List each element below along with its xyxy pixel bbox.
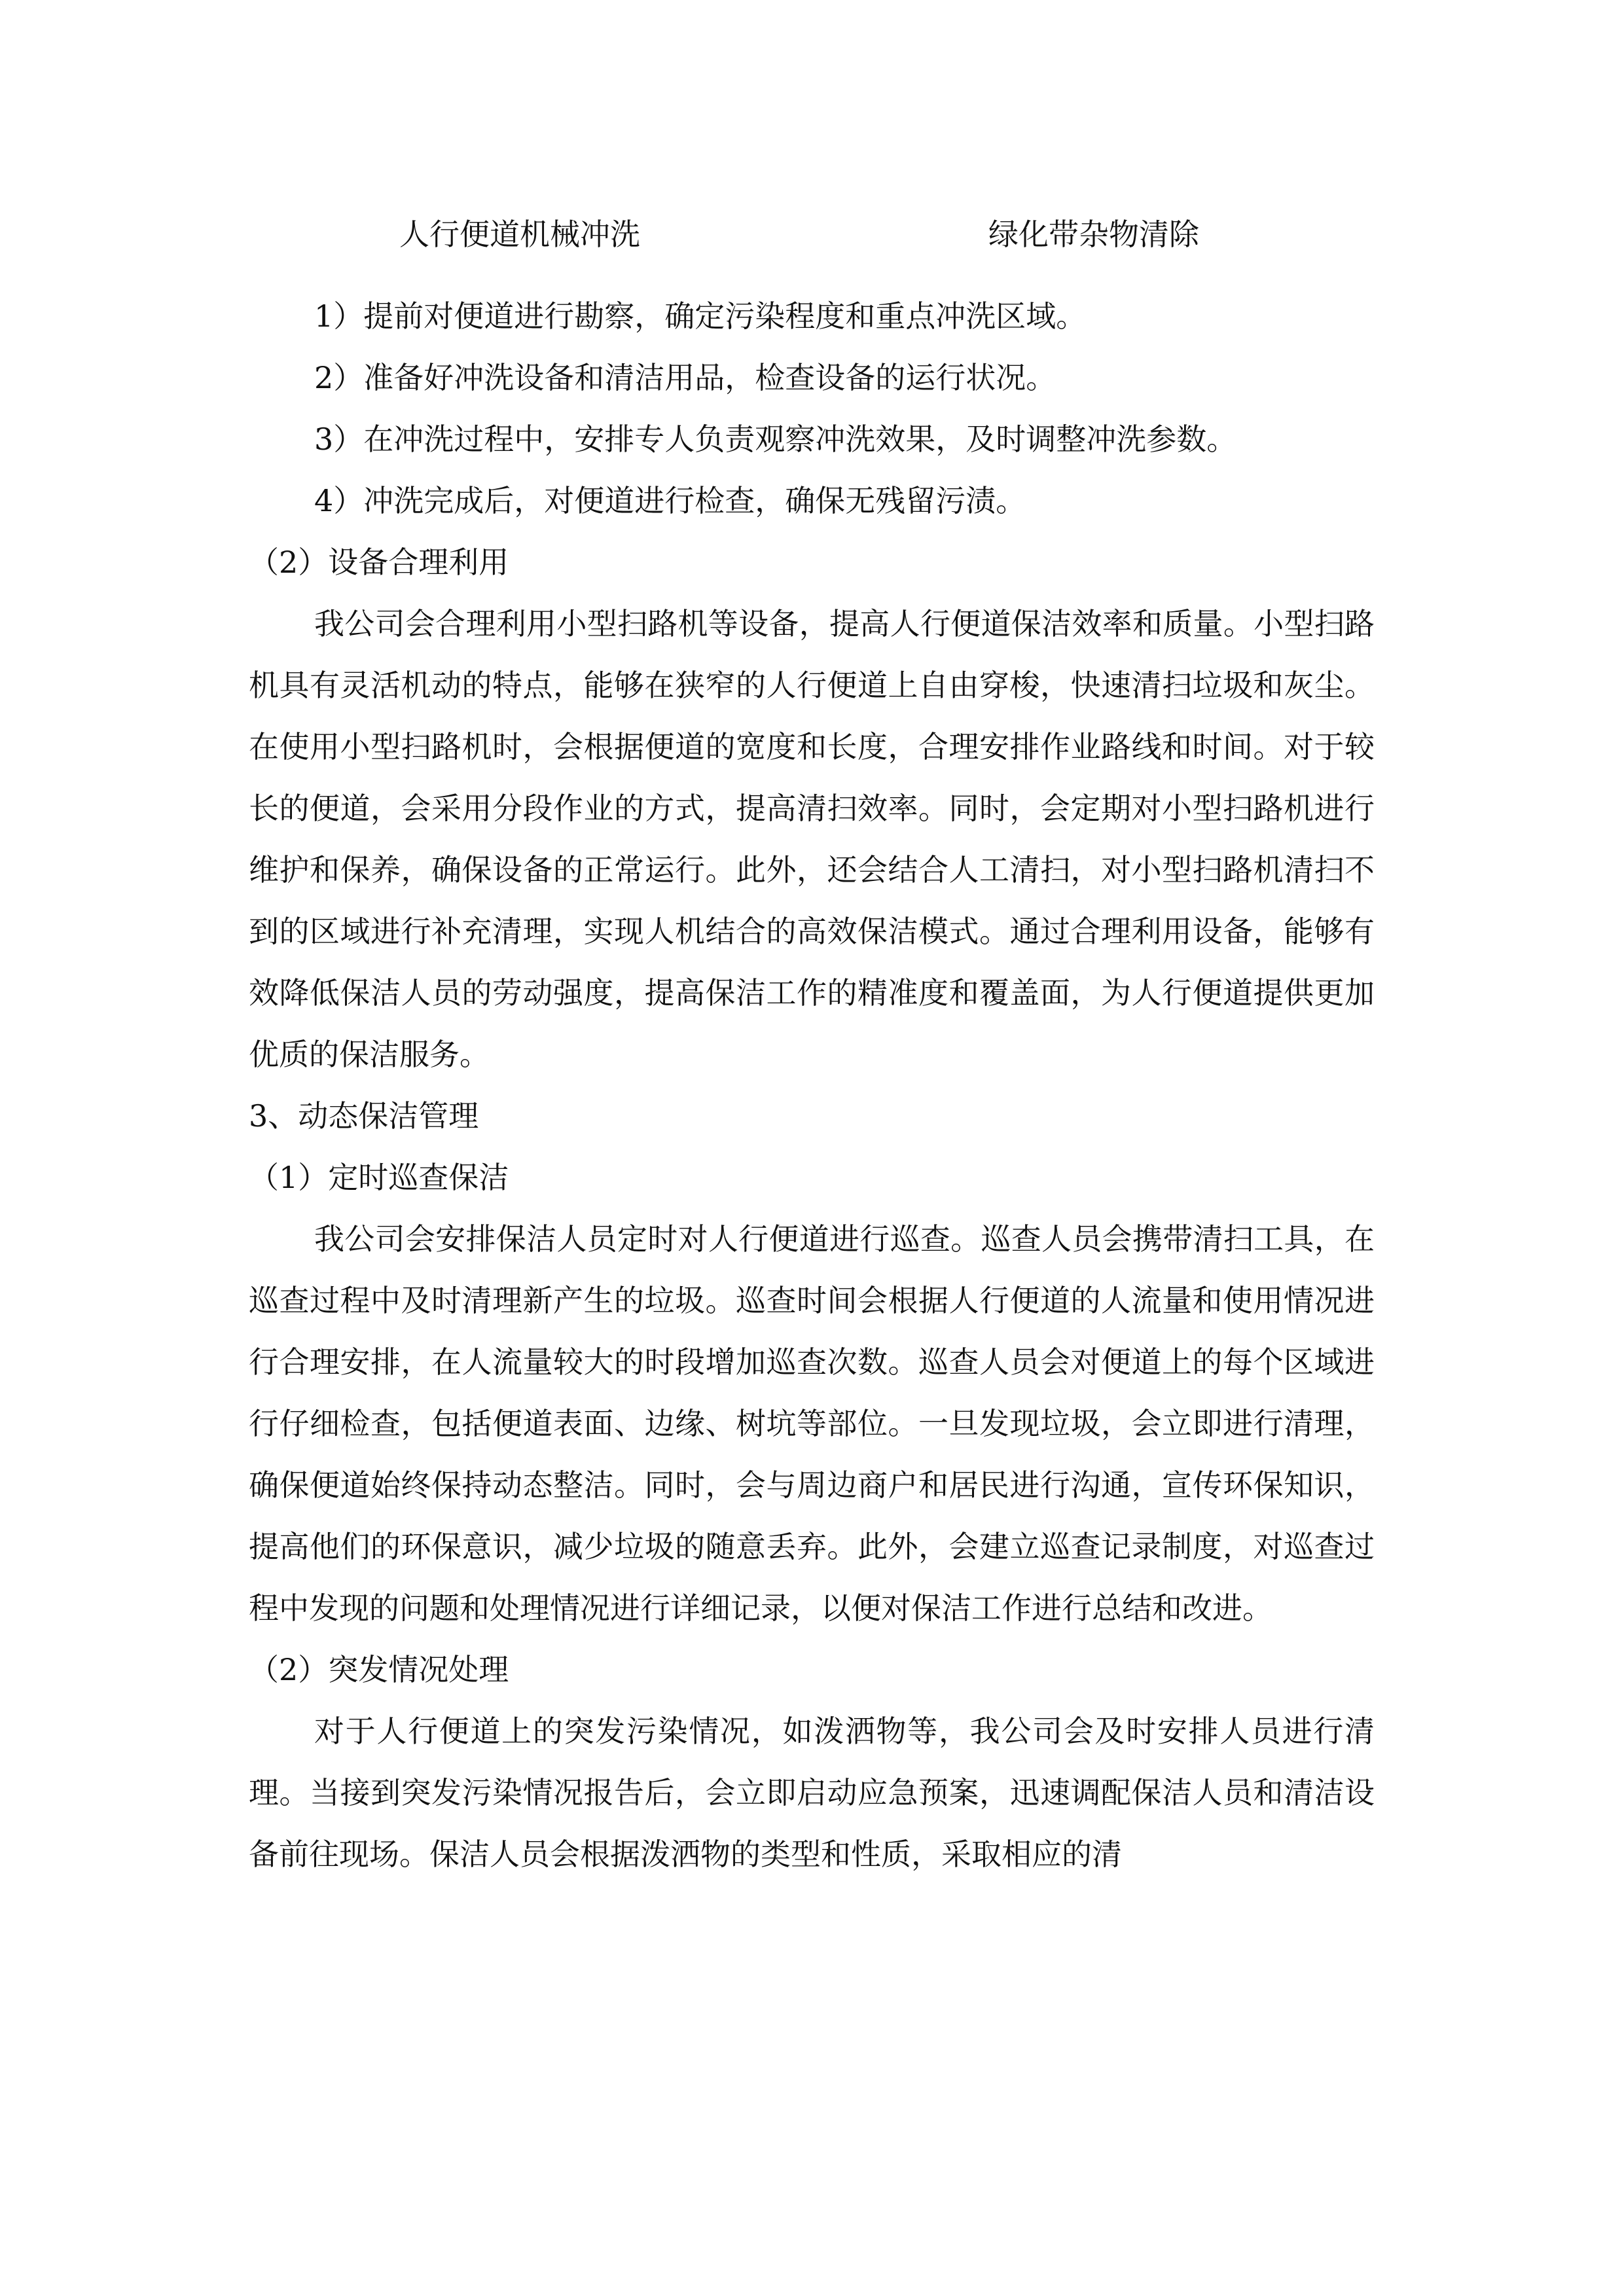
step-item: 2）准备好冲洗设备和清洁用品，检查设备的运行状况。 xyxy=(314,360,1056,395)
section-heading-emergency: （2）突发情况处理 xyxy=(249,1652,509,1687)
step-item: 1）提前对便道进行勘察，确定污染程度和重点冲洗区域。 xyxy=(314,298,1087,334)
image-caption-greenbelt-cleaning: 绿化带杂物清除 xyxy=(988,217,1199,252)
image-caption-sidewalk-flushing: 人行便道机械冲洗 xyxy=(399,217,640,252)
paragraph-emergency: 对于人行便道上的突发污染情况，如泼洒物等，我公司会及时安排人员进行清理。当接到突发污染情况报告后，会立即启动应急预案，迅速调配保洁人员和清洁设备前往现场。保洁人员会根据泼洒物的类型和性质，采取相应的清 xyxy=(249,1713,1375,1872)
section-heading-patrol: （1）定时巡查保洁 xyxy=(249,1160,509,1195)
step-item: 4）冲洗完成后，对便道进行检查，确保无残留污渍。 xyxy=(314,483,1026,518)
step-item: 3）在冲洗过程中，安排专人负责观察冲洗效果，及时调整冲洗参数。 xyxy=(314,422,1237,457)
section-heading-dynamic-cleaning: 3、动态保洁管理 xyxy=(249,1098,479,1134)
paragraph-patrol: 我公司会安排保洁人员定时对人行便道进行巡查。巡查人员会携带清扫工具，在巡查过程中及时清理新产生的垃圾。巡查时间会根据人行便道的人流量和使用情况进行合理安排，在人流量较大的时段增加巡查次数。巡查人员会对便道上的每个区域进行仔细检查，包括便道表面、边缘、树坑等部位。一旦发现垃圾，会立即进行清理，确保便道始终保持动态整洁。同时，会与周边商户和居民进行沟通，宣传环保知识，提高他们的环保意识，减少垃圾的随意丢弃。此外，会建立巡查记录制度，对巡查过程中发现的问题和处理情况进行详细记录，以便对保洁工作进行总结和改进。 xyxy=(249,1221,1375,1626)
section-heading-equipment: （2）设备合理利用 xyxy=(249,545,509,580)
paragraph-equipment: 我公司会合理利用小型扫路机等设备，提高人行便道保洁效率和质量。小型扫路机具有灵活机动的特点，能够在狭窄的人行便道上自由穿梭，快速清扫垃圾和灰尘。在使用小型扫路机时，会根据便道的宽度和长度，合理安排作业路线和时间。对于较长的便道，会采用分段作业的方式，提高清扫效率。同时，会定期对小型扫路机进行维护和保养，确保设备的正常运行。此外，还会结合人工清扫，对小型扫路机清扫不到的区域进行补充清理，实现人机结合的高效保洁模式。通过合理利用设备，能够有效降低保洁人员的劳动强度，提高保洁工作的精准度和覆盖面，为人行便道提供更加优质的保洁服务。 xyxy=(249,606,1375,1072)
document-body xyxy=(249,285,1375,1885)
